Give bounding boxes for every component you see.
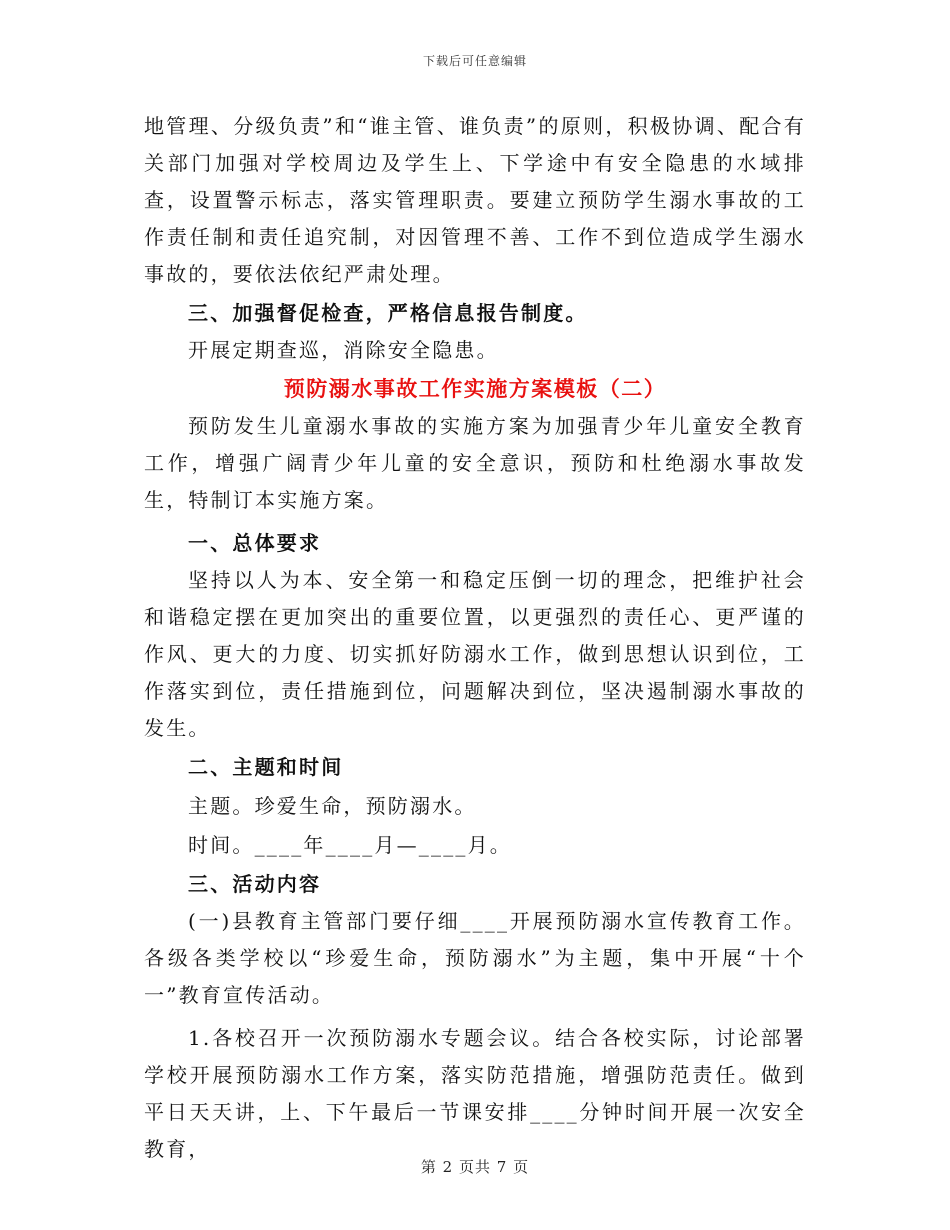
document-title: 预防溺水事故工作实施方案模板（二）: [283, 376, 667, 401]
paragraph-intro: 预防发生儿童溺水事故的实施方案为加强青少年儿童安全教育工作，增强广阔青少年儿童的安全意识，预防和杜绝溺水事故发生，特制订本实施方案。: [144, 414, 806, 512]
header-note: 下载后可任意编辑: [422, 54, 527, 68]
paragraph-activity-item-1: 1.各校召开一次预防溺水专题会议。结合各校实际，讨论部署学校开展预防溺水工作方案，落实防范措施，增强防范责任。做到平日天天讲，上、下午最后一节课安排____分钟时间开展一次安全教育，: [144, 1026, 806, 1161]
section-heading-activities: 三、活动内容: [188, 872, 322, 896]
document-body: [144, 108, 806, 1168]
paragraph-activity-1: (一)县教育主管部门要仔细____开展预防溺水宣传教育工作。各级各类学校以“珍爱生命，预防溺水”为主题，集中开展“十个一”教育宣传活动。: [144, 909, 806, 1007]
paragraph-theme: 主题。珍爱生命，预防溺水。: [188, 794, 477, 818]
section-heading-supervision: 三、加强督促检查，严格信息报告制度。: [188, 301, 588, 325]
paragraph-time: 时间。____年____月—____月。: [188, 833, 512, 857]
paragraph-inspection: 开展定期查巡，消除安全隐患。: [188, 338, 499, 362]
section-heading-theme-time: 二、主题和时间: [188, 755, 344, 779]
paragraph-continued: 地管理、分级负责”和“谁主管、谁负责”的原则，积极协调、配合有关部门加强对学校周边及学生上、下学途中有安全隐患的水域排查，设置警示标志，落实管理职责。要建立预防学生溺水事故的工作责任制和责任追究制，对因管理不善、工作不到位造成学生溺水事故的，要依法依纪严肃处理。: [144, 114, 806, 286]
paragraph-general-requirements: 坚持以人为本、安全第一和稳定压倒一切的理念，把维护社会和谐稳定摆在更加突出的重要位置，以更强烈的责任心、更严谨的作风、更大的力度、切实抓好防溺水工作，做到思想认识到位，工作落实到位，责任措施到位，问题解决到位，坚决遏制溺水事故的发生。: [144, 568, 806, 740]
page-number: 第 2 页共 7 页: [420, 1158, 530, 1176]
section-heading-general-requirements: 一、总体要求: [188, 531, 322, 555]
